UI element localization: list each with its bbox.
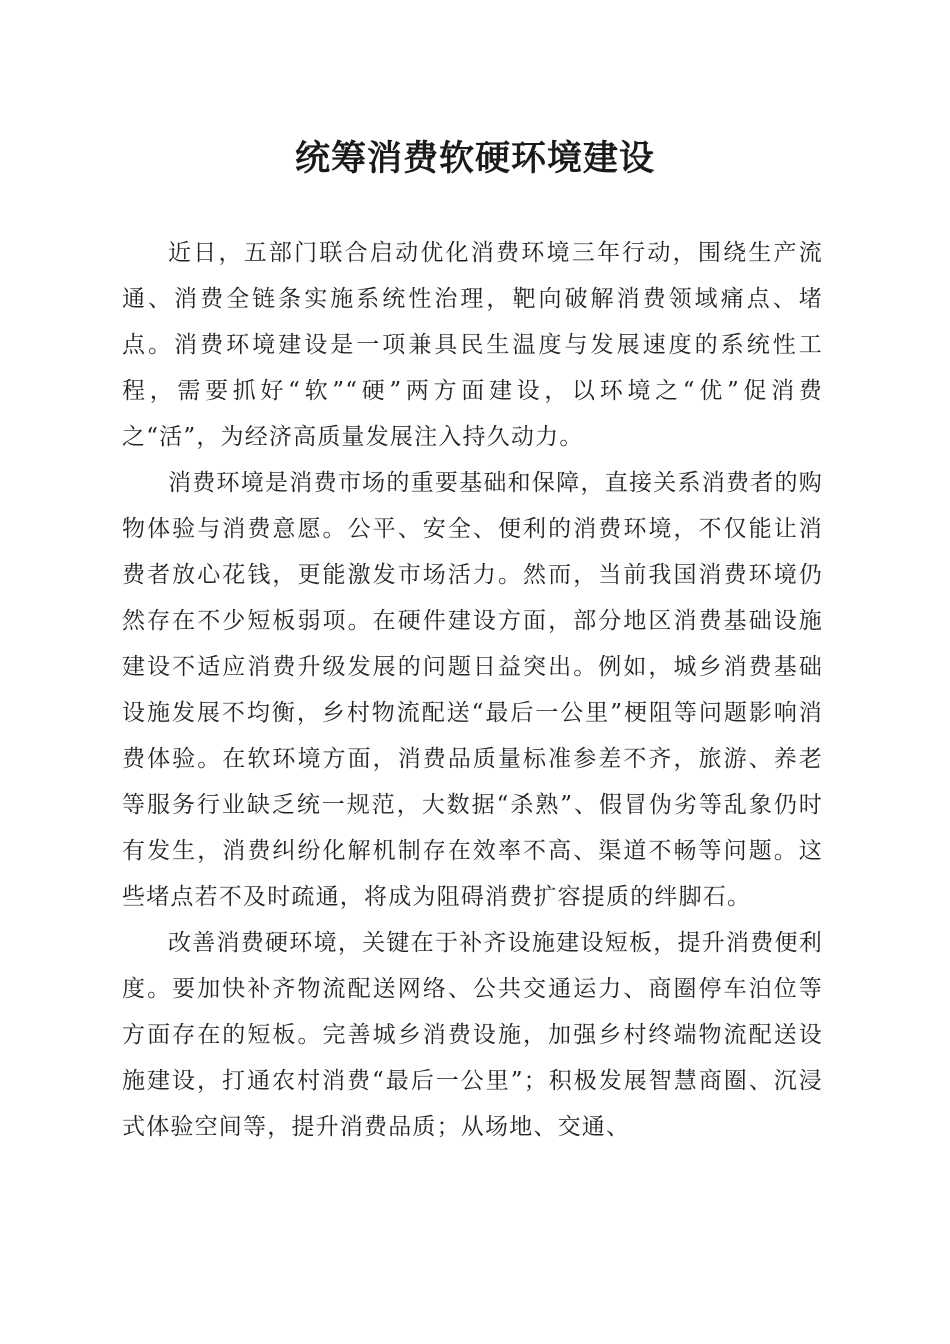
- document-body: [122, 230, 823, 1150]
- paragraph-3: 改善消费硬环境，关键在于补齐设施建设短板，提升消费便利度。要加快补齐物流配送网络、公共交通运力、商圈停车泊位等方面存在的短板。完善城乡消费设施，加强乡村终端物流配送设施建设，打通农村消费“最后一公里”；积极发展智慧商圈、沉浸式体验空间等，提升消费品质；从场地、交通、: [122, 930, 823, 1140]
- paragraph-1: 近日，五部门联合启动优化消费环境三年行动，围绕生产流通、消费全链条实施系统性治理，靶向破解消费领域痛点、堵点。消费环境建设是一项兼具民生温度与发展速度的系统性工程，需要抓好“软”“硬”两方面建设，以环境之“优”促消费之“活”，为经济高质量发展注入持久动力。: [122, 240, 823, 450]
- document-title: 统筹消费软硬环境建设: [294, 138, 655, 179]
- paragraph-2: 消费环境是消费市场的重要基础和保障，直接关系消费者的购物体验与消费意愿。公平、安全、便利的消费环境，不仅能让消费者放心花钱，更能激发市场活力。然而，当前我国消费环境仍然存在不少短板弱项。在硬件建设方面，部分地区消费基础设施建设不适应消费升级发展的问题日益突出。例如，城乡消费基础设施发展不均衡，乡村物流配送“最后一公里”梗阻等问题影响消费体验。在软环境方面，消费品质量标准参差不齐，旅游、养老等服务行业缺乏统一规范，大数据“杀熟”、假冒伪劣等乱象仍时有发生，消费纠纷化解机制存在效率不高、渠道不畅等问题。这些堵点若不及时疏通，将成为阻碍消费扩容提质的绊脚石。: [122, 470, 823, 910]
